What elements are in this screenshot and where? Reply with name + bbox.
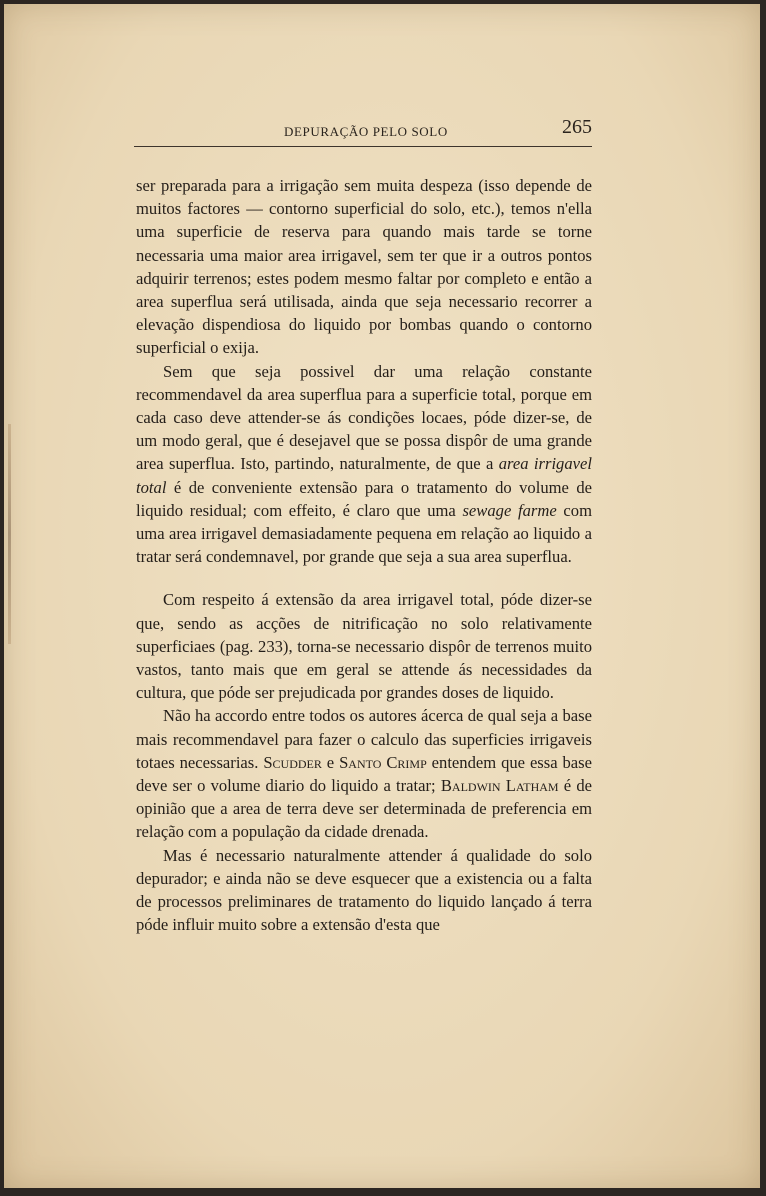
text-segment: é de conveniente extensão para o tratamento do volume de liquido residual; com effeito, é claro que uma	[136, 477, 592, 520]
text-segment: Sem que seja possivel dar uma relação constante recommendavel da area superflua para a superficie total, porque em cada caso deve attender-se ás condições locaes, póde dizer-se, de um modo geral, que é desejavel que se possa dispôr de uma grande area superflua. Isto, partindo, naturalmente, de que a	[136, 361, 592, 474]
page-number: 265	[562, 116, 592, 138]
text-segment: Com respeito á extensão da area irrigavel total, póde dizer-se que, sendo as acções de nitrificação no solo relativamente superficiaes (pag. 233), torna-se necessario dispôr de terrenos muito vastos, tanto mais que em geral se attende ás necessidades da cultura, que póde ser prejudicada por grandes doses de liquido.	[136, 590, 592, 703]
paragraph-3	[136, 588, 592, 704]
book-page	[4, 4, 760, 1188]
text-segment: Mas é necessario naturalmente attender á qualidade do solo depurador; e ainda não se deve esquecer que a existencia ou a falta de processos preliminares de tratamento do liquido lançado á terra póde influir muito sobre a extensão d'esta que	[136, 845, 592, 935]
author-name: Baldwin Latham	[440, 776, 559, 796]
text-segment: com uma area irrigavel demasiadamente pequena em relação ao liquido a tratar será condemnavel, por grande que seja a sua area superflua.	[136, 500, 592, 567]
text-segment: e	[321, 752, 340, 772]
paragraph-4	[136, 704, 592, 843]
body-text	[136, 174, 592, 937]
author-name: Scudder	[263, 752, 322, 772]
paragraph-2	[136, 360, 592, 569]
page-header	[134, 116, 592, 147]
author-name: Santo Crimp	[339, 752, 427, 772]
paragraph-5	[136, 844, 592, 937]
text-segment: ser preparada para a irrigação sem muita despeza (isso depende de muitos factores — contorno superficial do solo, etc.), temos n'ella uma superficie de reserva para quando mais tarde se torne necessaria uma maior area irrigavel, sem ter que ir a outros pontos adquirir terrenos; estes podem mesmo faltar por completo e então a area superflua será utilisada, ainda que seja necessario recorrer a elevação dispendiosa do liquido por bombas quando o contorno superficial o exija.	[136, 176, 592, 358]
paragraph-1	[136, 174, 592, 360]
italic-term: area irrigavel total	[136, 454, 592, 497]
italic-term: sewage farme	[462, 500, 557, 520]
text-segment: Não ha accordo entre todos os autores ácerca de qual seja a base mais recommendavel para fazer o calculo das superficies irrigaveis totaes necessarias.	[136, 706, 592, 772]
page-edge-shadow	[8, 424, 11, 644]
running-title: DEPURAÇÃO PELO SOLO	[284, 124, 448, 139]
text-segment: entendem que essa base deve ser o volume diario do liquido a tratar;	[136, 752, 592, 796]
text-segment: é de opinião que a area de terra deve ser determinada de preferencia em relação com a população da cidade drenada.	[136, 776, 593, 842]
